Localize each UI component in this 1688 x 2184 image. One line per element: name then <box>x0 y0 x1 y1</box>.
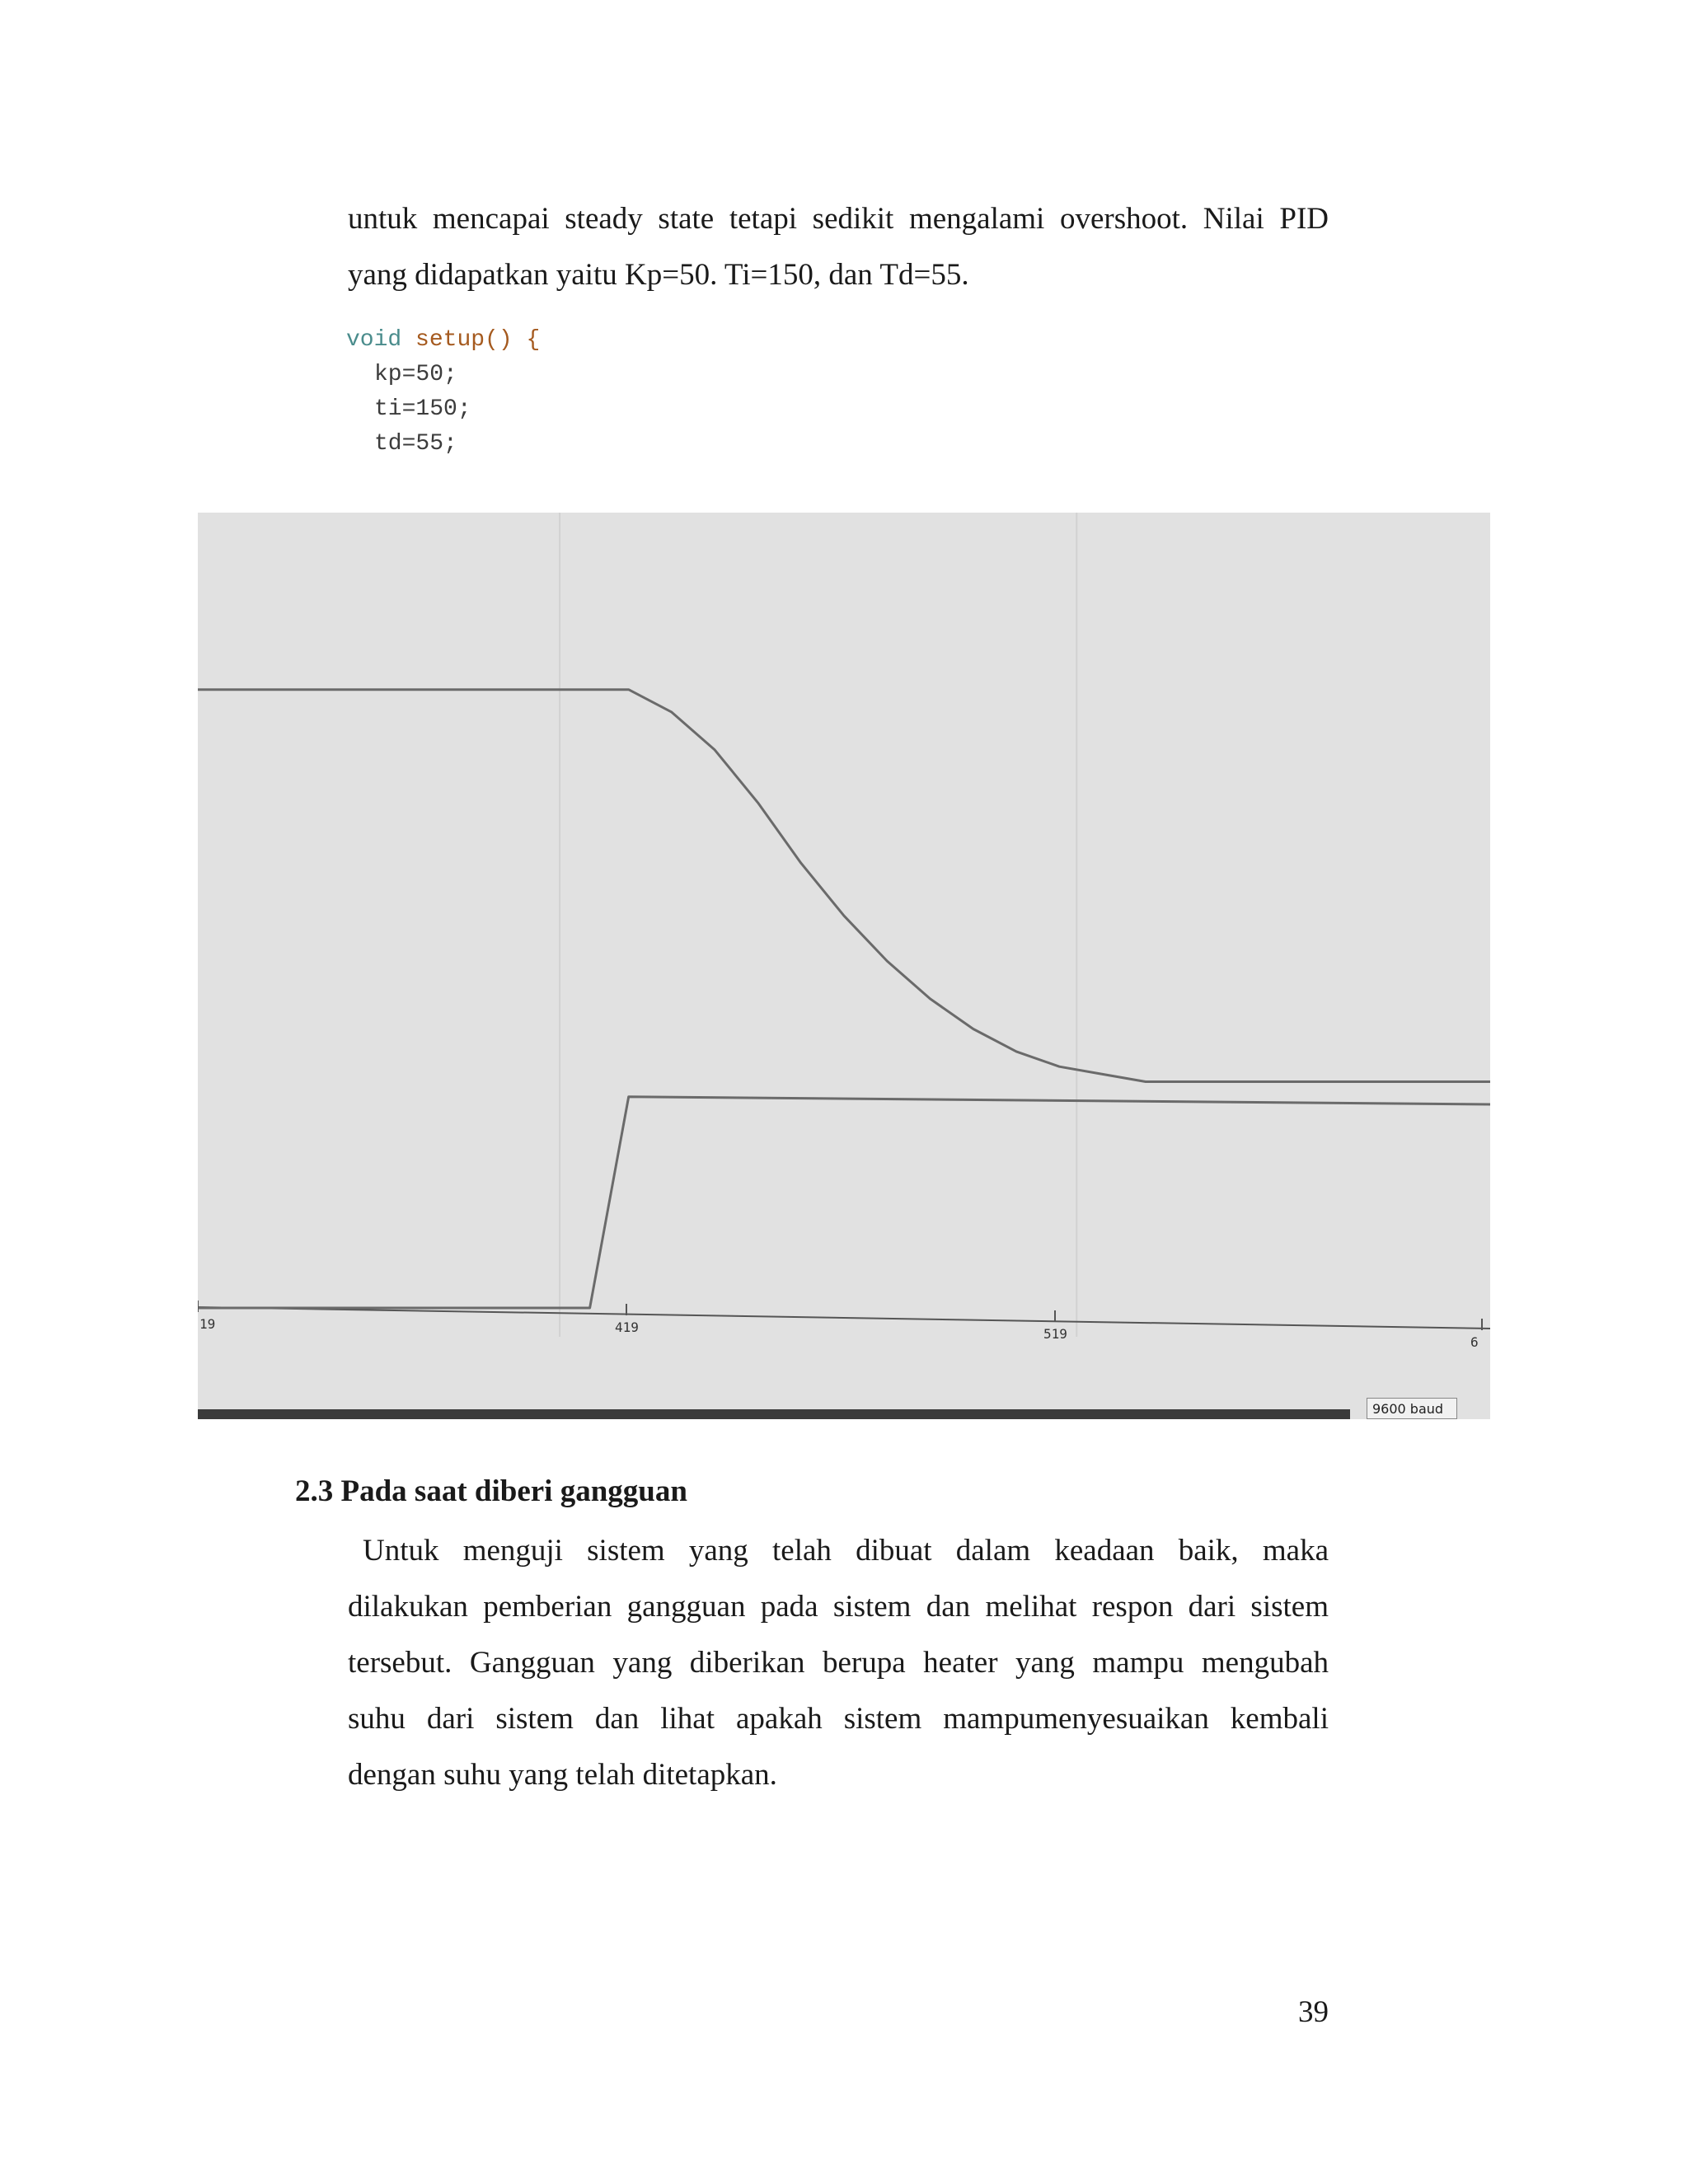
baud-rate-select[interactable]: 9600 baud <box>1367 1398 1457 1419</box>
chart-svg <box>198 513 1490 1419</box>
code-function: setup() { <box>415 327 541 353</box>
series-line-2 <box>198 1097 1490 1308</box>
page-number: 39 <box>1298 1995 1329 2029</box>
text-line: untuk mencapai steady state tetapi sedikit mengalami overshoot. Nilai PID <box>348 202 1329 236</box>
series-line-1 <box>198 690 1490 1082</box>
text-line: yang didapatkan yaitu Kp=50. Ti=150, dan Td=55. <box>348 258 969 292</box>
code-line: kp=50; <box>374 362 457 387</box>
code-line: ti=150; <box>374 396 471 422</box>
text-line: dengan suhu yang telah ditetapkan. <box>348 1758 777 1792</box>
x-tick-label: 519 <box>1043 1326 1067 1342</box>
x-tick-label: 6 <box>1470 1334 1479 1350</box>
text-line: tersebut. Gangguan yang diberikan berupa heater yang mampu mengubah <box>348 1646 1329 1680</box>
code-line: td=55; <box>374 431 457 457</box>
window-bottom-bar <box>198 1409 1350 1419</box>
text-line: Untuk menguji sistem yang telah dibuat dalam keadaan baik, maka <box>363 1534 1329 1568</box>
code-line <box>346 323 593 358</box>
paragraph-disturbance <box>348 1523 1329 1803</box>
serial-plotter-chart <box>198 513 1490 1419</box>
code-snippet <box>346 323 593 462</box>
text-line: dilakukan pemberian gangguan pada sistem dan melihat respon dari sistem <box>348 1590 1329 1624</box>
paragraph-intro <box>348 191 1329 303</box>
x-axis <box>198 1307 1490 1329</box>
section-heading: 2.3 Pada saat diberi gangguan <box>295 1474 687 1508</box>
x-tick-label: 19 <box>199 1316 216 1332</box>
text-line: suhu dari sistem dan lihat apakah sistem mampumenyesuaikan kembali <box>348 1702 1329 1736</box>
code-keyword: void <box>346 327 402 353</box>
x-tick-label: 419 <box>615 1319 639 1335</box>
